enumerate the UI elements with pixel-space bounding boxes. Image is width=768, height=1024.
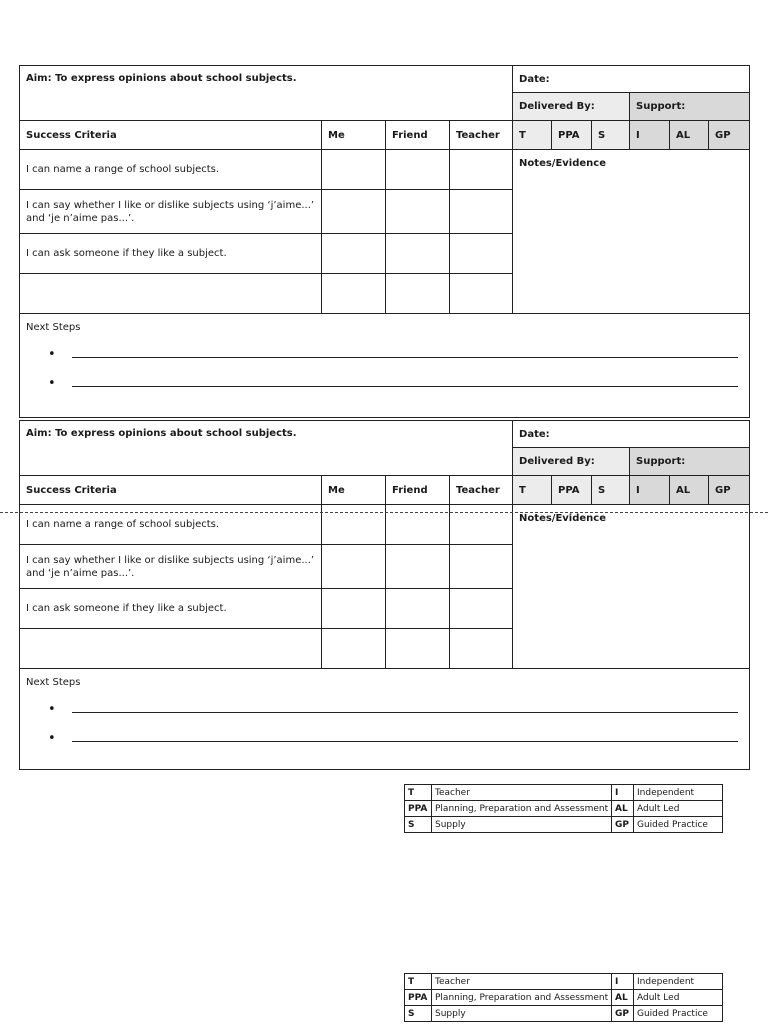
delivery-option-s[interactable]: S	[592, 121, 630, 150]
delivered-by-label: Delivered By:	[513, 93, 630, 121]
friend-check-3[interactable]	[386, 234, 450, 274]
key-meaning: Teacher	[432, 974, 612, 990]
writing-line	[72, 356, 738, 358]
teacher-header: Teacher	[450, 121, 513, 150]
key-row	[405, 990, 723, 1006]
criteria-row-2: I can say whether I like or dislike subjects using ‘j’aime...’ and ‘je n’aime pas...’.	[20, 190, 322, 234]
next-step-line-2[interactable]	[26, 362, 743, 391]
teacher-check-1[interactable]	[450, 150, 513, 190]
support-label: Support:	[630, 93, 750, 121]
support-label: Support:	[630, 448, 750, 476]
teacher-header: Teacher	[450, 476, 513, 505]
next-step-line-2[interactable]	[26, 717, 743, 746]
key-code: PPA	[405, 801, 432, 817]
friend-check-4[interactable]	[386, 629, 450, 669]
key-meaning: Supply	[432, 817, 612, 833]
key-code: I	[612, 974, 634, 990]
key-row	[405, 801, 723, 817]
success-criteria-header: Success Criteria	[20, 121, 322, 150]
key-table-1	[404, 784, 723, 833]
next-steps-label: Next Steps	[26, 322, 81, 333]
friend-header: Friend	[386, 476, 450, 505]
me-check-3[interactable]	[322, 234, 386, 274]
notes-evidence-box[interactable]: Notes/Evidence	[513, 150, 750, 314]
key-code: PPA	[405, 990, 432, 1006]
support-option-al[interactable]: AL	[670, 121, 709, 150]
support-option-al[interactable]: AL	[670, 476, 709, 505]
support-option-gp[interactable]: GP	[709, 121, 750, 150]
key-meaning: Adult Led	[634, 990, 723, 1006]
key-meaning: Supply	[432, 1006, 612, 1022]
me-check-1[interactable]	[322, 505, 386, 545]
key-row	[405, 785, 723, 801]
me-header: Me	[322, 121, 386, 150]
aim-text: Aim: To express opinions about school subjects.	[20, 421, 513, 476]
me-check-1[interactable]	[322, 150, 386, 190]
support-option-gp[interactable]: GP	[709, 476, 750, 505]
teacher-check-1[interactable]	[450, 505, 513, 545]
key-code: S	[405, 1006, 432, 1022]
key-code: S	[405, 817, 432, 833]
writing-line	[72, 711, 738, 713]
me-check-4[interactable]	[322, 629, 386, 669]
teacher-check-2[interactable]	[450, 190, 513, 234]
key-code: GP	[612, 817, 634, 833]
delivery-option-ppa[interactable]: PPA	[552, 476, 592, 505]
bullet-icon: •	[48, 376, 56, 391]
criteria-row-4[interactable]	[20, 629, 322, 669]
next-steps-section	[20, 669, 750, 770]
friend-check-2[interactable]	[386, 545, 450, 589]
aim-text: Aim: To express opinions about school subjects.	[20, 66, 513, 121]
writing-line	[72, 385, 738, 387]
key-meaning: Planning, Preparation and Assessment	[432, 990, 612, 1006]
notes-evidence-box[interactable]: Notes/Evidence	[513, 505, 750, 669]
delivered-by-label: Delivered By:	[513, 448, 630, 476]
me-header: Me	[322, 476, 386, 505]
support-option-i[interactable]: I	[630, 121, 670, 150]
me-check-3[interactable]	[322, 589, 386, 629]
criteria-row-4[interactable]	[20, 274, 322, 314]
next-steps-section	[20, 314, 750, 418]
teacher-check-3[interactable]	[450, 589, 513, 629]
friend-check-3[interactable]	[386, 589, 450, 629]
next-steps-label: Next Steps	[26, 677, 81, 688]
key-code: AL	[612, 801, 634, 817]
teacher-check-3[interactable]	[450, 234, 513, 274]
criteria-row-2: I can say whether I like or dislike subjects using ‘j’aime...’ and ‘je n’aime pas...’.	[20, 545, 322, 589]
bullet-icon: •	[48, 702, 56, 717]
key-code: GP	[612, 1006, 634, 1022]
key-meaning: Independent	[634, 785, 723, 801]
key-code: I	[612, 785, 634, 801]
teacher-check-2[interactable]	[450, 545, 513, 589]
key-meaning: Teacher	[432, 785, 612, 801]
delivery-option-s[interactable]: S	[592, 476, 630, 505]
bullet-icon: •	[48, 347, 56, 362]
delivery-option-t[interactable]: T	[513, 476, 552, 505]
key-meaning: Planning, Preparation and Assessment	[432, 801, 612, 817]
key-meaning: Guided Practice	[634, 1006, 723, 1022]
friend-check-1[interactable]	[386, 150, 450, 190]
date-field[interactable]: Date:	[513, 66, 750, 93]
writing-line	[72, 740, 738, 742]
assessment-sheet-2	[19, 420, 750, 770]
criteria-row-3: I can ask someone if they like a subject.	[20, 589, 322, 629]
criteria-row-3: I can ask someone if they like a subject.	[20, 234, 322, 274]
bullet-icon: •	[48, 731, 56, 746]
next-step-line-1[interactable]	[26, 688, 743, 717]
key-row	[405, 974, 723, 990]
next-step-line-1[interactable]	[26, 333, 743, 362]
key-meaning: Adult Led	[634, 801, 723, 817]
key-code: T	[405, 785, 432, 801]
key-code: T	[405, 974, 432, 990]
me-check-2[interactable]	[322, 190, 386, 234]
teacher-check-4[interactable]	[450, 629, 513, 669]
criteria-row-1: I can name a range of school subjects.	[20, 150, 322, 190]
cut-line	[0, 512, 768, 513]
key-row	[405, 1006, 723, 1022]
success-criteria-header: Success Criteria	[20, 476, 322, 505]
me-check-4[interactable]	[322, 274, 386, 314]
date-field[interactable]: Date:	[513, 421, 750, 448]
friend-check-4[interactable]	[386, 274, 450, 314]
teacher-check-4[interactable]	[450, 274, 513, 314]
friend-header: Friend	[386, 121, 450, 150]
key-meaning: Independent	[634, 974, 723, 990]
support-option-i[interactable]: I	[630, 476, 670, 505]
me-check-2[interactable]	[322, 545, 386, 589]
delivery-option-t[interactable]: T	[513, 121, 552, 150]
assessment-sheet-1	[19, 65, 750, 418]
key-table-2	[404, 973, 723, 1022]
key-code: AL	[612, 990, 634, 1006]
friend-check-2[interactable]	[386, 190, 450, 234]
criteria-row-1: I can name a range of school subjects.	[20, 505, 322, 545]
key-row	[405, 817, 723, 833]
delivery-option-ppa[interactable]: PPA	[552, 121, 592, 150]
key-meaning: Guided Practice	[634, 817, 723, 833]
friend-check-1[interactable]	[386, 505, 450, 545]
